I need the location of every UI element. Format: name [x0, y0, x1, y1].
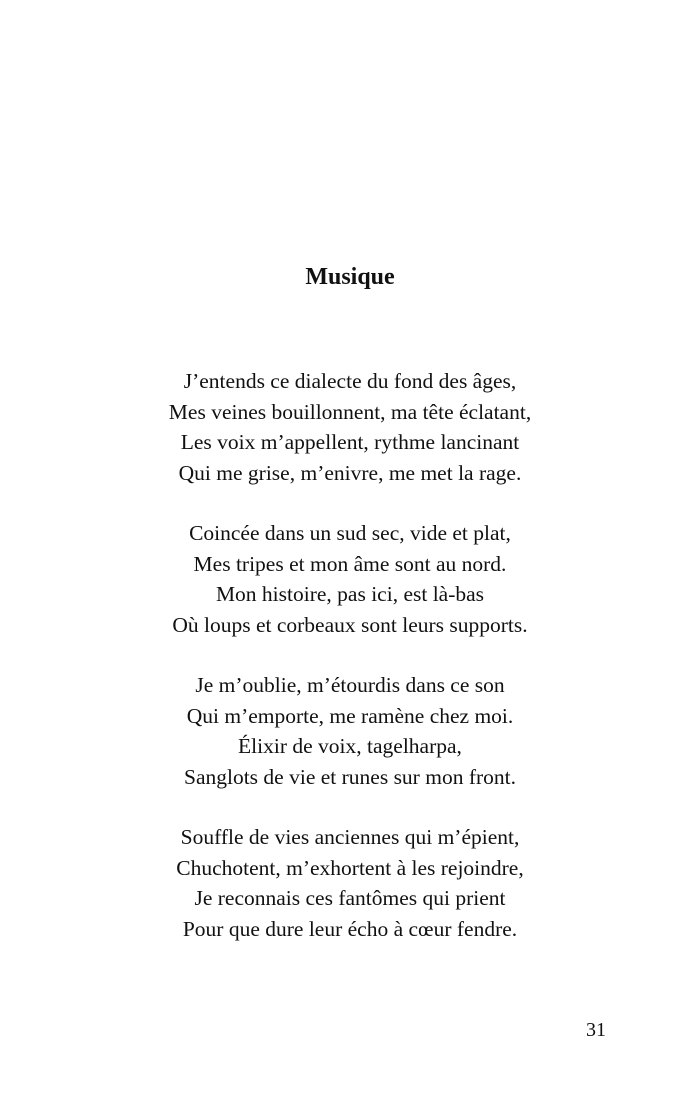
poem-title: Musique: [305, 264, 395, 291]
poem-line: Souffle de vies anciennes qui m’épient,: [180, 825, 520, 849]
stanza-1: [0, 366, 700, 488]
poem-line: J’entends ce dialecte du fond des âges,: [183, 369, 517, 393]
poem-line: Mon histoire, pas ici, est là-bas: [215, 582, 485, 606]
poem-line: Je m’oublie, m’étourdis dans ce son: [195, 673, 505, 697]
stanza-2: [0, 518, 700, 640]
poem-line: Chuchotent, m’exhortent à les rejoindre,: [176, 855, 524, 880]
poem-line: Je reconnais ces fantômes qui prient: [194, 886, 506, 910]
poem-line: Élixir de voix, tagelharpa,: [238, 734, 462, 758]
stanza-4: [0, 822, 700, 944]
stanza-3: [0, 670, 700, 792]
poem-line: Pour que dure leur écho à cœur fendre.: [182, 916, 518, 941]
poem-line: Les voix m’appellent, rythme lancinant: [180, 430, 520, 454]
poem-line: Mes veines bouillonnent, ma tête éclatant,: [168, 399, 532, 424]
poem-line: Mes tripes et mon âme sont au nord.: [193, 551, 507, 576]
poem-line: Qui me grise, m’enivre, me met la rage.: [178, 460, 522, 485]
page-number: 31: [586, 1019, 606, 1041]
poem-line: Coincée dans un sud sec, vide et plat,: [189, 521, 511, 545]
poem-line: Sanglots de vie et runes sur mon front.: [183, 764, 516, 789]
poem-line: Qui m’emporte, me ramène chez moi.: [186, 703, 514, 728]
poem-body: [0, 366, 700, 974]
poem-line: Où loups et corbeaux sont leurs supports.: [172, 612, 528, 637]
